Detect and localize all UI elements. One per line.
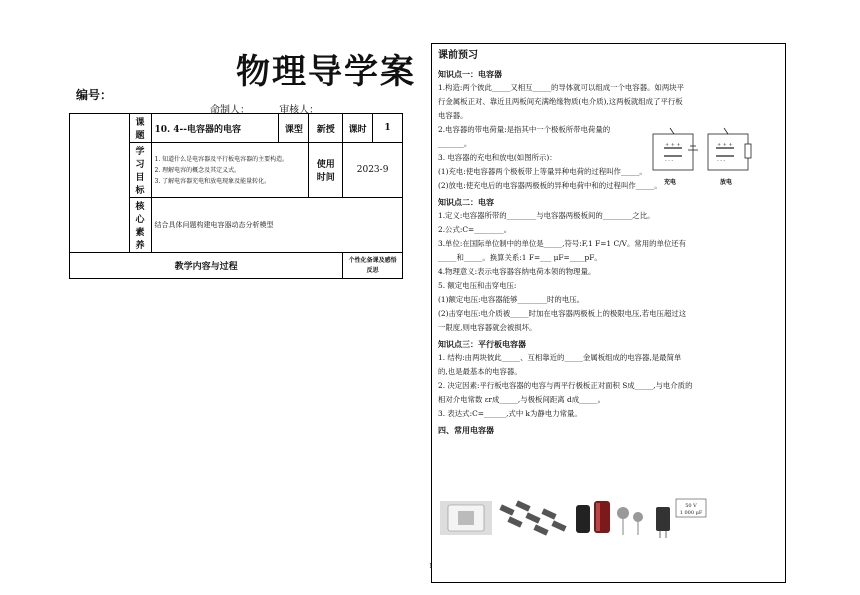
use-time-value: 2023-9 xyxy=(343,143,403,198)
kp1-item: 2.电容器的带电荷量:是指其中一个极板所带电荷量的 xyxy=(438,125,611,134)
svg-text:+ + +: + + + xyxy=(717,142,733,148)
use-time-label: 使用时间 xyxy=(309,143,343,198)
kp3-title: 知识点三：平行板电容器 xyxy=(438,339,526,349)
page-number: 1 xyxy=(429,563,433,570)
kp2-item: (2)击穿电压:电介质被_____时加在电容器两极板上的极限电压,若电压超过这 xyxy=(438,309,687,318)
svg-text:- - -: - - - xyxy=(665,158,674,164)
capacitor-photos xyxy=(438,497,778,539)
kp1-item: 电容器。 xyxy=(438,111,468,120)
kp1-item: _______。 xyxy=(438,139,472,148)
info-table xyxy=(69,113,403,279)
capacitor-capacity-marking: 1 000 μF xyxy=(679,510,703,516)
capacitor-voltage-marking: 50 V xyxy=(685,503,697,509)
goal-item: 3. 了解电容器充电和放电现象及能量转化。 xyxy=(154,177,271,185)
topic-value: 10. 4--电容器的电容 xyxy=(151,114,279,143)
kp1-item: (1)充电:使电容器两个极板带上等量异种电荷的过程叫作_____。 xyxy=(438,167,647,176)
electrolytic-capacitors-image xyxy=(576,501,610,533)
reviewer-label: 审核人： xyxy=(279,105,320,116)
kp2-item: 4.物理意义:表示电容器容纳电荷本领的物理量。 xyxy=(438,267,596,276)
goals-list xyxy=(151,143,309,198)
literacy-label: 核心素养 xyxy=(129,198,151,253)
film-capacitors-image xyxy=(499,500,566,535)
kp2-title: 知识点二：电容 xyxy=(438,197,494,207)
preview-heading: 课前预习 xyxy=(438,50,478,61)
kp3-item: 1. 结构:由两块彼此_____、互相靠近的_____金属板组成的电容器,是最简单 xyxy=(438,353,682,362)
type-label: 课型 xyxy=(279,114,309,143)
kp1-item: 3. 电容器的充电和放电(如图所示)： xyxy=(438,153,557,162)
hours-value: 1 xyxy=(373,114,403,143)
topic-label: 课题 xyxy=(129,114,151,143)
kp2-item: 3.单位:在国际单位制中的单位是_____,符号:F,1 F=1 C/V。常用的单位还有 xyxy=(438,239,687,248)
kp2-item: 5. 额定电压和击穿电压: xyxy=(438,281,517,290)
preview-content xyxy=(438,45,778,439)
discharge-label: 放电 xyxy=(720,179,733,186)
page-title: 物理导学案 xyxy=(236,52,416,92)
variable-capacitor-image xyxy=(440,501,492,535)
type-value: 新授 xyxy=(309,114,343,143)
kp2-item: 一限度,则电容器就会被损坏。 xyxy=(438,323,537,332)
goal-item: 2. 理解电容的概念及其定义式。 xyxy=(154,166,241,174)
kp3-item: 的,也是最基本的电容器。 xyxy=(438,367,522,376)
svg-text:- - -: - - - xyxy=(717,158,726,164)
process-label: 教学内容与过程 xyxy=(70,253,343,279)
kp1-title: 知识点一：电容器 xyxy=(438,69,502,79)
goals-label: 学习目标 xyxy=(129,143,151,198)
hours-label: 课时 xyxy=(343,114,373,143)
serial-label: 编号： xyxy=(76,88,113,102)
kp2-item: _____和_____。换算关系:1 F=___ μF=____pF。 xyxy=(438,253,602,262)
kp2-item: 1.定义:电容器所带的________与电容器两极板间的________之比。 xyxy=(438,211,655,220)
personal-label: 个性化备课及感悟反思 xyxy=(343,253,403,279)
charge-discharge-diagram xyxy=(650,126,760,188)
kp1-item: 行金属板正对、靠近且两板间充满绝缘物质(电介质),这两板就组成了平行板 xyxy=(438,97,683,106)
svg-text:+ + +: + + + xyxy=(665,142,681,148)
labeled-capacitor-image xyxy=(656,499,706,538)
kp3-item: 2. 决定因素:平行板电容器的电容与两平行极板正对面积 S成_____,与电介质的 xyxy=(438,381,693,390)
author-label: 命制人： xyxy=(210,105,250,116)
ceramic-capacitors-image xyxy=(617,507,643,535)
kp3-item: 相对介电常数 εr成_____,与极板间距离 d成_____。 xyxy=(438,395,605,404)
goal-item: 1. 知道什么是电容器及平行板电容器的主要构造。 xyxy=(154,155,289,163)
kp2-item: 2.公式:C=________。 xyxy=(438,225,512,234)
kp3-item: 3. 表达式:C=______,式中 k为静电力常量。 xyxy=(438,409,582,418)
kp1-item: (2)放电:使充电后的电容器两极板的异种电荷中和的过程叫作_____。 xyxy=(438,181,662,190)
kp4-title: 四、常用电容器 xyxy=(438,425,494,435)
kp2-item: (1)额定电压:电容器能够________时的电压。 xyxy=(438,295,584,304)
literacy-value: 结合具体问题构建电容器动态分析模型 xyxy=(151,198,403,253)
charge-label: 充电 xyxy=(664,179,677,186)
blank-cell xyxy=(70,114,130,253)
kp1-item: 1.构造:两个彼此_____又相互_____的导体就可以组成一个电容器。如两块平 xyxy=(438,83,685,92)
